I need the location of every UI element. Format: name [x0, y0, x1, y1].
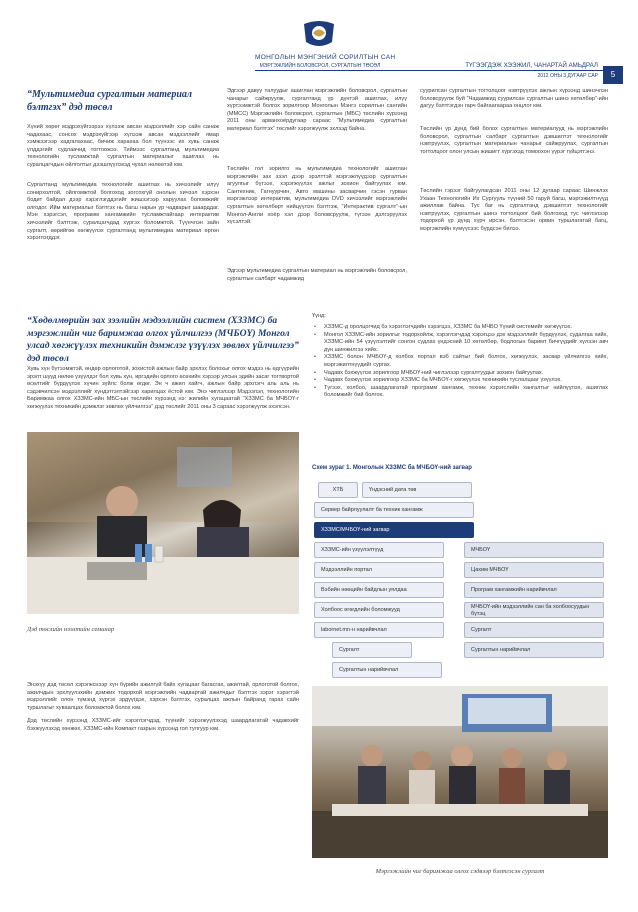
diagram-left-4: Холбоос өгөгдлийн боломжууд — [314, 602, 444, 618]
diagram-title: Схем зураг 1. Монголын ХЗЗМС ба МЧБОҮ-ний загвар — [312, 465, 472, 471]
article1-title: “Мультимедиа сургалтын материал бэлтгэх” дэд төсөл — [27, 89, 193, 113]
diagram-left-1: ХЗЗМС-ийн үзүүлэлтүүд — [314, 542, 444, 558]
header-logo — [302, 20, 336, 50]
project-name: МЭРГЭЖЛИЙН БОЛОВСРОЛ, СУРГАЛТЫН ТӨСӨЛ — [259, 63, 381, 69]
article1-col3-p2: Төслийн үр дүнд бий болох сургалтын материалууд нь мэргэжлийн боловсрол, сургалтын салбарт сургалтын дэвшилтэт технологийг нэвтрүүлэх, сургалтын материалын чанарыг сайжруулах, сургалтын тогтолцоог олон улсын жишигт хүргэхэд томоохон үүрэг гүйцэтгэнэ. — [420, 126, 608, 155]
diagram-right-2: Цахим МЧБОҮ — [464, 562, 604, 578]
article1-col3-p3: Төслийн гэрээг байгуулагдсан 2011 оны 12 дугаар сараас Шинжлэх Ухаан Технологийн Их Сургууль түүний 50 гаруй багш, мэргэжилтнүүд ажиллаж байна. Тус баг нь сургалтанд дэвшилтэт технологийг нэвтрүүлэх, сургалтын шинэ тогтолцоог бий болгоход тус чиглэлээр тодорхой үр дүнд хүрч ирсэн, бэлтгэсэн орвин туршлагатай багц, мэргэжлийн хүмүүсээс бүрдсэн билээ. — [420, 188, 608, 232]
training-photo-caption: Мэргэжлийн чиг баримжаа олгох сэдвээр бэлтгэсэн сургалт — [375, 868, 545, 875]
task-item: • Монгол ХЗЗМС-ийн зорилгыг тодорхойлж, хэрэглэгчдэд хэрэгцээ дэх мэдээллийг бүрдүүлэх, судалгаа хийх, ХЗЗМС-ийн 54 үзүүлэлтийг сонгон судлах үндэсний 10 хөтөлбөр, бодлогын баримт бичгүүдийг хүлээн авч дүн шинжилгээ хийх. — [312, 332, 608, 355]
article1-col2-p2: Төслийн гол зорилго нь мультимедиа технологийг ашиглан мэргэжлийн зах зээл дээр эрэлттэй мэргэжлүүдээр сургалтын агуулгыг бүтээх, хэрэгжүүлэх ажлыг зохион байгуулах юм. Сантехник, Гагнуурчин, Авто машины засварчин гэсэн гурван мэргэжлээр интерактив, мультимедиа DVD хичээлийг мэргэжлийн сургалтын хөтөлбөрт нийцүүлэн бэлтгэж, “Интерактив сургалт”-ын Монгол-Англи хоёр хэл дээр боловсруулж, түгээн дэлгэрүүлэх хүсэлтэй. — [227, 166, 407, 226]
diagram-right-4: МЧБОҮ-ийн мэдээллийн сан ба холбоосуудын бүтэц — [464, 602, 604, 618]
task-item: • ХЗЗМС-д оролцогчид бэ хэрэглэгчдийн хэрэгцээ, ХЗЗМС ба МЧБО Үүний системийг хөгжүүлэх. — [312, 324, 608, 332]
training-photo — [312, 686, 608, 858]
diagram-bottom2: Сургалтын нарийвчлал — [332, 662, 442, 678]
page-number-badge — [603, 66, 623, 84]
tasks-list — [312, 324, 608, 400]
article1-col2-p3: Эдгээр мультимедиа сургалтын материал нь мэргэжлийн боловсрол, сургалтын салбарт чадамжид — [227, 268, 407, 282]
seminar-photo — [27, 432, 299, 614]
diagram-bottom1-right: Сургалтын нарийвчлал — [464, 642, 604, 658]
article2-p3: Дэд төслийн хүрээнд ХЗЗМС-ийг хэрэглэгчдэд, түүнийг хэрэгжүүлэхэд шаардлагатай чадавхийг бэхжүүлэхэд хөнжөх, ХЗЗМС-ийн Компакт газрын хүрээнд гол тулгуур юм. — [27, 718, 299, 732]
diagram-left-5: labornet.mn-н нарийвчлал — [314, 622, 444, 638]
issue-date: 2012 ОНЫ 3 ДУГААР САР — [537, 73, 598, 79]
article2-title: “Хөдөлмөрийн зах зээлийн мэдээллийн систем (ХЗЗМС) ба мэргэжлийн чиг баримжаа олгох үйлчилгээ (МЧБОҮ) Монгол улсад хөгжүүлэх техникийн дэмжлэг үзүүлэх зөвлөх үйлчилгээ” дэд төсөл — [27, 315, 299, 364]
diagram-row1-right: Үндэсний дата төв — [362, 482, 472, 498]
diagram-row3: ХЗЗМС/МЧБОҮ-ний загвар — [314, 522, 474, 538]
diagram-left-2: Мэдээллийн портал — [314, 562, 444, 578]
diagram-right-5: Сургалт — [464, 622, 604, 638]
diagram-row1-left: ХТБ — [318, 482, 358, 498]
task-item: • ХЗЗМС болон МЧБОҮ-д холбох портал вэб сайтыг бий болгох, хөгжүүлэх, засвар үйлчилгээ хийх, мэргэжилтнүүдийг сургах. — [312, 354, 608, 369]
article1-col2-p1: Эдгээр давуу талуудыг ашиглан мэргэжлийн боловсрол, сургалтын чанарыг сайжруулж, сургалтанд үр дүнтэй ашиглах, илүү хүртээмжтэй болгох зорилгоор Монголын Мэнгэ сорилтын сангийн (ММСС) Мэргэжлийн боловсрол, сургалтын (МБС) төслийн хүрээнд 2011 оны арванхоёрдугаар сараас “Мультимедиа сургалтын материал бэлтгэх” төслийг хэрэгжүүлж эхлээд байна. — [227, 88, 407, 132]
diagram-left-3: Вэбийн нөөцийн байдлын уялдаа — [314, 582, 444, 598]
diagram-bottom1-left: Сургалт — [332, 642, 412, 658]
task-item: • Чадавх бэхжүүлэх зорилгоор МЧБОҮ-ний чиглэлээр сургалтуудыг зохион байгуулах. — [312, 370, 608, 378]
page-number: 5 — [610, 70, 616, 79]
task-item: • Түгээх, холбоо, шаардлагатай программ хангамж, техник хэрэгслийн хангалтыг нийлүүлэх, ашиглах боломжийг бий болгох. — [312, 385, 608, 400]
article2-p2: Энэхүү дэд төсөл хэрэгжснээр хүн бүрийн ажилгүй байх хугацааг багасгах, ажилтай, орлоготой болгох, ажилчдын эрхлүүлэхийн дэмжих тодорхой мэргэжлийн чадвартай ажилчдыг бэлтгэх зэрэг хэрэгтэй мэдээллийг олон түмэнд хүргэх эрдүүгдэх, хэрхэн бэлтгэх, суралцах ажлын байранд гарах сайн туршлагыг хуваалцах боломжтой болох юм. — [27, 682, 299, 711]
article1-col1-p2: Сургалтанд мультимедиа технологийг ашиглах нь хичээлийг илүү сонирхолтой, ойлгомжтой болгоход зогсохгүй онолын хичээл хэрхэн бодит байдал дээр хэрэглэгддэгийг жишээгээр харуулах боломжийг олгодог. Ийм материалыг бэлтгэх нь багш нарын ур чадварыг шаарддаг. Мэн хэрэгсэл, программ хангамжийн тусламжтайгаар интерактив хичээлийг бэлтгэж, суралцагчдад хүргэх боломжтой. Түүнчлэн зайн сургалт, өөрийгөө хөгжүүлэх сургалтанд мультимедиа материал өргөн хэрэглэгддэг. — [27, 182, 219, 242]
article1-col3-p1: суурилсан сургалтын тогтолцоог нэвтрүүлэх ажлын хүрээнд шинэчлэн боловсруулж буй “Чадамжид суурилсан сургалтын шинэ хөтөлбөр”-ийн дагуу бэлтгэгдэн гарч байгаагаараа онцлог юм. — [420, 88, 608, 110]
diagram-row2: Сервер байрлуулалт ба техник хангамж — [314, 502, 474, 518]
article1-col1-p1: Хүний хөрөг мэдрэхүйгээрээ хүлээж авсан мэдээллийг хэр сайн санаж чадахаас, сонсох мэдрэхүйгээр хүлээж авсан мэдээллийг ямар хэмжээгээр хадгалахаас, бичиж харахаа бол түүнээс их хувь санаж үлддэгийг судлаачид тогтоожээ. Тиймээс сургалтанд мультимедиа технологийн тусламжтай сургалтын материалыг ашиглах нь суралцагчдын ойлголтыг дээшлүүлэхэд чухал нөлөөтэй юм. — [27, 124, 219, 168]
task-item: • Чадавх бэхжүүлэх зорилгоор ХЗЗМС ба МЧБОҮ-г хөгжүүлэх техникийн туслалцааг үзүүлэх. — [312, 377, 608, 385]
header-rule — [255, 70, 615, 71]
org-name: МОНГОЛЫН МЭНГЭНИЙ СОРИЛТЫН САН — [255, 54, 396, 61]
diagram-right-3: Програм хангамжийн нарийвчлал — [464, 582, 604, 598]
bulletin-title: ТҮГЭЭГДЭЖ ХЭЭЖИЛ, ЧАНАРТАЙ АМЬДРАЛ — [465, 62, 598, 69]
diagram — [312, 478, 608, 658]
article2-p1: Хувь хүн бүтээмжтэй, өндөр орлоготой, зохистой ажлын байр эрхлэх болохыг олгох мэдээ нь өдгүүрийн эрэлт шууд нөлөө үзүүлдэг бол хувь хүн, иргэдийн орлого өсөхийн хэрээр улсын эдийн засаг тогтвортой өсөлтийг бүрдүүлэх хүчин зүйлс болж өгдөг. Эн ч ажил хайгч, ажлын байр эрхлэгч аль аль нь сэдэвчилсэн мэдээллийг хүндэтгэлтэйгээр харилцах ёстой юм. Энэ чиглэлээр Мэдээлэл, технологийн Баримжаа олгох ХЗЗМС-ийн МБС-ын төслийн хүрээнд нэ: жилийн хугацаатай “ХЗЗМС ба МЧБОҮ-г хөгжүүлэх техникийн дэмжлэг зөвлөх үйлчилгээ” дэд төслийг 2011 оны 3 сараас хэрэгжүүлж эхэлсэн. — [27, 366, 299, 410]
diagram-right-1: МЧБОҮ — [464, 542, 604, 558]
tasks-heading: Үүнд: — [312, 313, 326, 319]
seminar-photo-caption: Дэд төслийн нээлтийн семинар — [27, 626, 115, 633]
